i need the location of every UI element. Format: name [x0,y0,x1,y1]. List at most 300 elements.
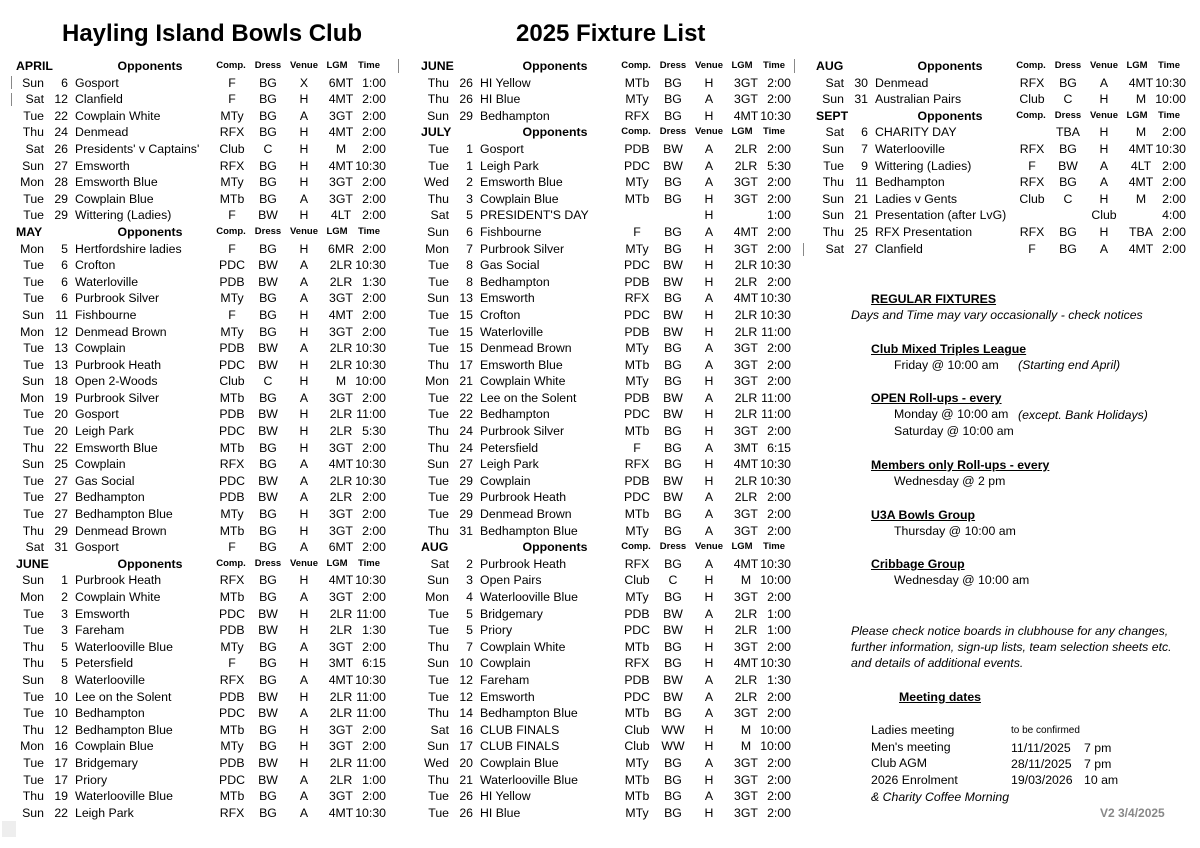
month-label: JUNE [421,59,454,73]
fixture-venue: H [704,656,714,671]
fixture-lgm: 4MT [733,556,759,571]
fixture-day: Tue [23,706,44,721]
fixture-lgm: 3GT [329,722,353,737]
members-rollups-time: Wednesday @ 2 pm [894,474,1006,488]
fixture-time: 2:00 [362,523,386,538]
fixture-lgm: 2LR [734,473,758,488]
fixture-venue: H [1099,92,1109,107]
fixture-lgm: 3GT [329,507,353,522]
venue-header: Venue [290,60,318,71]
fixture-day: Tue [428,689,449,704]
fixture-opponent: Gosport [75,407,119,422]
fixture-day: Thu [427,424,449,439]
fixture-dress: BG [259,540,277,555]
fixture-dress: BG [664,755,682,770]
fixture-competition: RFX [624,291,650,306]
fixture-dress: BG [259,440,277,455]
month-label: JULY [421,125,452,140]
fixture-lgm: 2LR [734,407,758,422]
fixture-venue: H [299,324,309,339]
fixture-opponent: Waterlooville Blue [480,772,578,787]
fixture-opponent: CLUB FINALS [480,722,560,737]
fixture-day: Sat [825,75,844,90]
fixture-time: 2:00 [362,175,386,190]
fixture-day: Tue [428,672,449,687]
fixture-opponent: Cowplain Blue [480,755,559,770]
fixture-dress: BG [664,424,682,439]
fixture-competition: MTb [624,772,650,787]
mens-meeting-date: 11/11/2025 [1011,741,1071,755]
fixture-date: 17 [459,357,473,372]
fixture-time: 2:00 [767,706,791,721]
fixture-venue: A [299,706,309,721]
fixture-dress: BG [259,523,277,538]
fixture-venue: H [299,307,309,322]
fixture-opponent: Leigh Park [480,457,539,472]
fixture-lgm: 3GT [734,341,758,356]
fixture-opponent: CLUB FINALS [480,739,560,754]
fixture-opponent: Priory [75,772,108,787]
fixture-list-title: 2025 Fixture List [516,20,706,47]
fixture-venue: H [1099,125,1109,140]
fixture-time: 2:00 [767,75,791,90]
fixture-time: 2:00 [767,772,791,787]
fixture-opponent: Wittering (Ladies) [75,208,172,223]
fixture-venue: H [299,125,309,140]
fixture-day: Tue [23,258,44,273]
fixture-dress: BG [664,92,682,107]
fixture-date: 21 [459,374,473,389]
fixture-time: 10:30 [760,556,791,571]
fixture-competition: RFX [624,556,650,571]
fixture-time: 4:00 [1162,208,1186,223]
fixture-date: 24 [54,125,68,140]
fixture-venue: A [299,805,309,820]
fixture-opponent: Fishbourne [480,224,542,239]
fixture-dress: BG [664,341,682,356]
opponents-header: Opponents [917,59,983,73]
ladies-meeting-label: Ladies meeting [871,723,955,737]
fixture-competition: Club [624,722,650,737]
fixture-dress: BG [664,457,682,472]
fixture-venue: H [299,92,309,107]
fixture-day: Sun [427,224,449,239]
fixture-opponent: Denmead Brown [480,507,572,522]
fixture-lgm: 2LR [329,407,353,422]
fixture-date: 10 [54,706,68,721]
fixture-dress: BG [664,374,682,389]
fixture-date: 27 [54,507,68,522]
fixture-day: Sun [427,573,449,588]
fixture-venue: H [704,374,714,389]
fixture-dress: C [1063,92,1073,107]
fixture-date: 31 [54,540,68,555]
fixture-date: 21 [459,772,473,787]
fixture-lgm: 2LR [329,606,353,621]
fixture-competition: F [228,656,236,671]
fixture-lgm: 2LR [734,606,758,621]
fixture-date: 15 [459,324,473,339]
fixture-time: 11:00 [761,407,791,422]
fixture-lgm: 2LR [734,307,758,322]
fixture-date: 30 [854,75,868,90]
fixture-dress: BG [259,324,277,339]
fixture-opponent: Petersfield [75,656,134,671]
fixture-opponent: Waterlooville Blue [75,789,173,804]
fixture-competition: F [1028,158,1036,173]
open-rollups-title: OPEN Roll-ups - every [871,391,1002,405]
fixture-time: 1:30 [362,274,386,289]
fixture-venue: A [704,341,714,356]
fixture-dress: BW [258,623,278,638]
fixture-lgm: TBA [1129,224,1153,239]
fixture-date: 16 [54,739,68,754]
fixture-time: 10:30 [760,457,791,472]
fixture-date: 12 [54,722,68,737]
fixture-lgm: 4MT [1128,175,1154,190]
fixture-dress: BW [663,672,683,687]
mens-meeting-label: Men's meeting [871,740,951,754]
fixture-lgm: 3GT [329,440,353,455]
fixture-opponent: Denmead Brown [480,341,572,356]
fixture-opponent: Leigh Park [480,158,539,173]
fixture-date: 11 [55,307,68,322]
fixture-time: 11:00 [761,390,791,405]
fixture-lgm: 4MT [328,307,354,322]
fixture-dress: BG [664,556,682,571]
fixture-time: 2:00 [362,208,386,223]
fixture-dress: BG [259,656,277,671]
fixture-dress: BW [258,407,278,422]
dress-header: Dress [254,557,282,569]
fixture-opponent: Denmead [75,125,129,140]
fixture-venue: A [299,590,309,604]
fixture-dress: BG [664,440,682,455]
fixture-day: Mon [425,374,449,389]
fixture-venue: X [299,75,309,90]
fixture-lgm: 3GT [734,805,758,820]
fixture-lgm: 4MT [1128,241,1154,256]
opponents-header: Opponents [117,556,183,571]
triples-time: Friday @ 10:00 am [894,358,999,372]
fixture-dress: BG [664,108,682,123]
margin-mark [11,93,12,106]
fixture-venue: A [704,357,714,372]
fixture-venue: H [299,175,309,190]
fixture-time: 2:00 [767,341,791,356]
fixture-day: Tue [428,789,449,804]
fixture-opponent: Denmead Brown [75,324,167,339]
fixture-competition: MTy [220,739,244,754]
fixture-lgm: M [740,739,752,754]
fixture-competition: PDB [219,341,245,356]
fixture-dress: WW [661,722,685,737]
fixture-dress: BG [259,457,277,472]
time-header: Time [357,225,380,237]
fixture-day: Sun [22,158,44,173]
fixture-venue: A [1099,158,1109,173]
fixture-venue: A [704,606,714,621]
fixture-day: Mon [20,590,44,604]
fixture-date: 6 [61,75,68,90]
fixture-opponent: Leigh Park [75,805,134,820]
fixture-opponent: Cowplain Blue [75,739,154,754]
fixture-dress: BG [664,75,682,90]
fixture-competition: PDC [624,623,650,638]
fixture-day: Wed [423,175,449,190]
fixture-venue: H [704,324,714,339]
opponents-header: Opponents [522,59,588,73]
fixture-venue: H [704,805,714,820]
triples-title: Club Mixed Triples League [871,342,1027,356]
fixture-time: 2:00 [767,374,791,389]
fixture-time: 10:00 [355,374,386,389]
fixture-competition: PDC [624,689,650,704]
fixture-date: 12 [54,92,68,107]
fixture-date: 13 [459,291,473,306]
fixture-date: 22 [54,108,68,123]
fixture-venue: A [704,556,714,571]
fixture-venue: A [704,523,714,538]
fixture-venue: H [299,523,309,538]
fixture-day: Tue [428,274,449,289]
fixture-dress: BW [258,772,278,787]
fixture-competition: PDC [219,424,245,439]
fixture-day: Sun [22,672,44,687]
fixture-dress: BG [259,507,277,522]
fixture-day: Sun [822,92,844,107]
fixture-time: 2:00 [362,639,386,654]
fixture-date: 28 [54,175,68,190]
venue-header: Venue [1090,109,1118,121]
fixture-lgm: 2LR [329,274,353,289]
fixture-competition: PDC [219,606,245,621]
fixture-dress: WW [661,739,685,754]
fixture-opponent: Cowplain White [75,108,161,123]
fixture-venue: H [299,141,309,156]
fixture-competition: PDB [219,407,245,422]
fixture-day: Tue [428,141,449,156]
fixture-venue: H [704,573,714,588]
fixture-venue: A [299,457,309,472]
time-header: Time [1157,60,1180,71]
club-title: Hayling Island Bowls Club [62,20,363,47]
fixture-time: 2:00 [767,92,791,107]
fixture-competition: RFX [624,656,650,671]
fixture-venue: H [299,158,309,173]
fixture-time: 2:00 [362,590,386,604]
fixture-day: Thu [427,440,449,455]
fixture-competition: PDB [624,672,650,687]
fixture-dress: BW [663,490,683,505]
fixture-venue: H [704,241,714,256]
fixture-date: 31 [854,92,868,107]
fixture-date: 20 [459,755,473,770]
fixture-time: 1:00 [767,208,791,223]
fixture-dress: BG [664,357,682,372]
fixture-lgm: 3GT [329,590,353,604]
fixture-opponent: Bedhampton Blue [480,523,578,538]
members-rollups-title: Members only Roll-ups - every [871,458,1050,472]
fixture-time: 10:30 [760,291,791,306]
fixture-date: 29 [459,507,473,522]
fixture-venue: Club [1091,208,1117,223]
comp-header: Comp. [216,60,246,71]
fixture-opponent: Denmead [875,75,929,90]
fixture-venue: H [299,241,309,256]
fixture-venue: H [299,440,309,455]
fixture-day: Tue [428,606,449,621]
fixture-competition: PDC [624,258,650,273]
fixture-day: Sun [427,291,449,306]
fixture-competition: MTy [220,324,244,339]
u3a-time: Thursday @ 10:00 am [894,524,1016,538]
fixture-lgm: 4MT [733,108,759,123]
fixture-time: 2:00 [1162,224,1186,239]
agm-date: 28/11/2025 [1011,757,1072,771]
fixture-venue: A [299,672,309,687]
fixture-competition: MTb [624,424,650,439]
fixture-time: 2:00 [767,689,791,704]
fixture-day: Mon [20,324,44,339]
fixture-time: 2:00 [362,92,386,107]
fixture-venue: H [704,722,714,737]
fixture-time: 2:00 [362,141,386,156]
version-label: V2 3/4/2025 [1100,806,1165,820]
fixture-competition: PDC [219,258,245,273]
fixture-time: 2:00 [767,789,791,804]
fixture-opponent: Waterlooville Blue [480,590,578,604]
fixture-competition: Club [624,573,650,588]
fixture-lgm: 4MT [328,457,354,472]
fixture-opponent: Emsworth Blue [480,175,563,190]
fixture-competition: MTb [624,75,650,90]
fixture-dress: BG [664,639,682,654]
fixture-lgm: 3GT [734,706,758,721]
fixture-dress: BW [663,274,683,289]
fixture-day: Tue [23,108,44,123]
fixture-lgm: 2LR [734,158,758,173]
fixture-lgm: 2LR [329,341,353,356]
fixture-time: 10:30 [355,805,386,820]
fixture-date: 22 [459,407,473,422]
fixture-dress: BW [258,208,278,223]
fixture-day: Mon [425,241,449,256]
fixture-dress: BG [259,789,277,804]
fixture-opponent: RFX Presentation [875,224,973,239]
fixture-date: 15 [459,307,473,322]
fixture-lgm: 3GT [734,590,758,604]
lgm-header: LGM [1126,109,1148,121]
fixture-opponent: Wittering (Ladies) [875,158,972,173]
fixture-dress: BG [664,772,682,787]
fixture-date: 4 [466,590,473,604]
fixture-competition: PDB [624,274,650,289]
fixture-date: 12 [459,689,473,704]
fixture-time: 2:00 [362,490,386,505]
fixture-date: 6 [466,224,473,239]
fixture-venue: A [704,689,714,704]
fixture-venue: A [299,639,309,654]
fixture-date: 7 [466,639,473,654]
fixture-lgm: 6MT [328,540,354,555]
dress-header: Dress [659,60,687,71]
fixture-opponent: Emsworth Blue [75,175,158,190]
month-label: MAY [16,224,43,239]
fixture-dress: BW [663,407,683,422]
fixture-date: 26 [459,789,473,804]
fixture-date: 15 [459,341,473,356]
fixture-dress: BW [258,424,278,439]
fixture-dress: BG [259,722,277,737]
fixture-day: Sun [427,108,449,123]
fixture-opponent: Cowplain [75,457,126,472]
fixture-dress: BG [259,672,277,687]
fixture-opponent: Emsworth Blue [480,357,563,372]
fixture-date: 8 [466,274,473,289]
time-header: Time [357,60,380,71]
fixture-day: Sat [430,556,449,571]
fixture-lgm: 4MT [733,656,759,671]
fixture-opponent: Waterlooville [875,141,945,156]
fixture-time: 10:30 [355,457,386,472]
fixture-date: 1 [61,573,68,588]
fixture-venue: H [299,507,309,522]
fixture-date: 3 [466,191,473,206]
fixture-date: 25 [854,224,868,239]
venue-header: Venue [1090,60,1118,71]
fixture-day: Mon [20,390,44,405]
fixture-time: 10:00 [760,739,791,754]
fixture-venue: A [299,772,309,787]
fixture-competition: PDB [219,490,245,505]
fixture-venue: H [704,473,714,488]
fixture-time: 2:00 [767,755,791,770]
fixture-time: 10:30 [760,656,791,671]
fixture-time: 6:15 [362,656,386,671]
lgm-header: LGM [1126,60,1148,71]
fixture-date: 22 [54,440,68,455]
time-header: Time [1157,109,1180,121]
fixture-venue: H [704,274,714,289]
fixture-time: 2:00 [362,108,386,123]
fixture-venue: H [1099,191,1109,206]
fixture-opponent: Emsworth Blue [75,440,158,455]
fixture-lgm: 4MT [328,92,354,107]
regular-fixtures-subtitle: Days and Time may vary occasionally - check notices [851,308,1143,322]
fixture-date: 29 [459,473,473,488]
fixture-opponent: Waterlooville [75,672,145,687]
fixture-lgm: 3GT [734,241,758,256]
fixture-time: 2:00 [767,590,791,604]
fixture-time: 2:00 [767,523,791,538]
fixture-venue: H [704,208,714,223]
fixture-time: 10:30 [355,158,386,173]
fixture-lgm: 4LT [330,208,352,223]
fixture-time: 10:30 [760,307,791,322]
fixture-opponent: Australian Pairs [875,92,962,107]
fixture-dress: BW [663,689,683,704]
venue-header: Venue [290,225,318,237]
fixture-day: Tue [23,755,44,770]
fixture-date: 29 [54,191,68,206]
fixture-venue: H [704,590,714,604]
fixture-time: 10:30 [355,473,386,488]
fixture-time: 2:00 [362,241,386,256]
fixture-competition: MTb [624,191,650,206]
fixture-dress: TBA [1056,125,1080,140]
fixture-dress: BG [664,291,682,306]
